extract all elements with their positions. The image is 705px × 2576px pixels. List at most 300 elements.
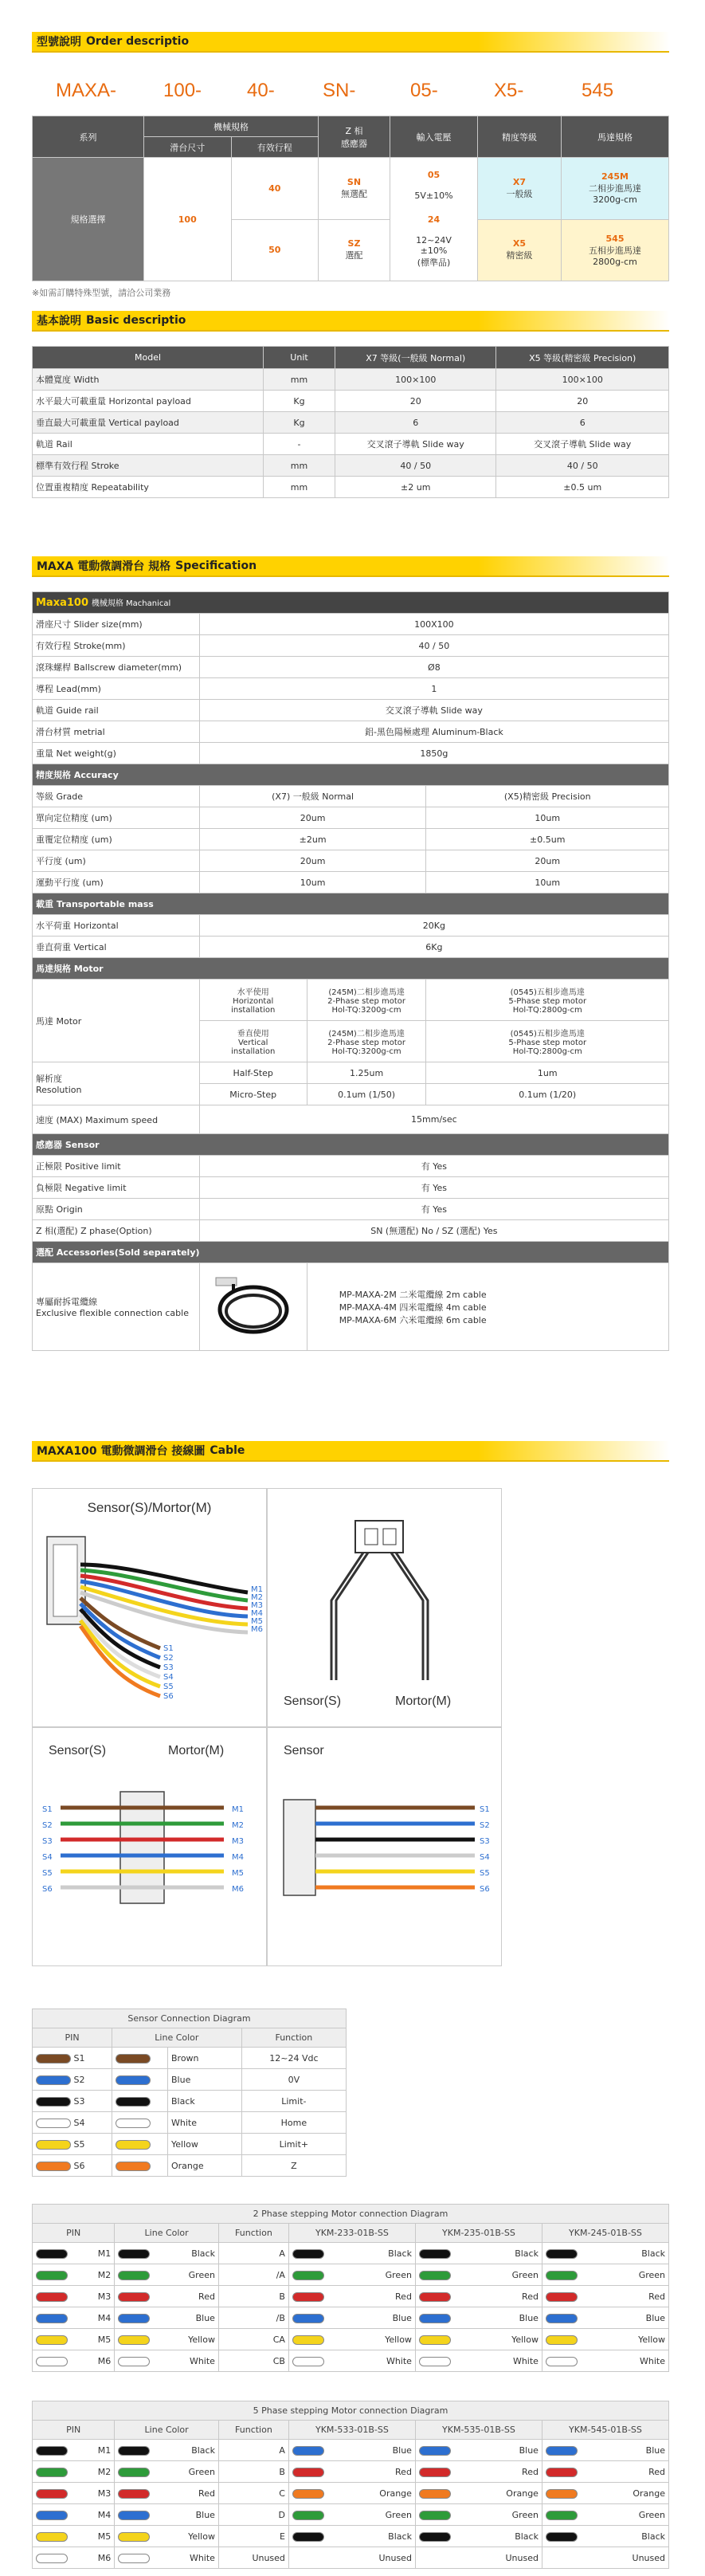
cell [33, 2547, 115, 2569]
cell [415, 2504, 542, 2526]
wire-chip [292, 2357, 324, 2366]
cell [415, 2329, 542, 2350]
cell: 有效行程 Stroke(mm) [33, 635, 200, 657]
table-row [33, 937, 669, 958]
cell: 導程 Lead(mm) [33, 678, 200, 700]
label-s4: S4 [480, 1853, 490, 1862]
label-s4: S4 [42, 1853, 53, 1862]
spec-title-cn: MAXA 電動微調滑台 規格 [37, 560, 171, 573]
wire-chip [36, 2532, 68, 2542]
sensor-hdr-pin: PIN [33, 2028, 112, 2048]
wire-chip [36, 2140, 71, 2150]
label-m6: M6 [251, 1625, 263, 1634]
wire-chip [546, 2489, 578, 2499]
label-s2: S2 [42, 1821, 53, 1830]
diag4-s-labels [480, 1802, 490, 1898]
cell: 100×100 [335, 369, 496, 391]
diag3-sensor-label: Sensor(S) [49, 1744, 107, 1757]
wire-chip [118, 2292, 150, 2302]
cell [288, 2286, 415, 2307]
cell: mm [264, 455, 335, 477]
table-row [33, 980, 669, 1021]
wire-chip [36, 2511, 68, 2520]
cell [218, 2264, 288, 2286]
motor2-connection-table [32, 2204, 669, 2372]
table-row [33, 2155, 347, 2177]
wire-chip [118, 2511, 150, 2520]
cell [33, 2048, 112, 2069]
cell [415, 2350, 542, 2372]
pin-label: S4 [73, 2117, 85, 2128]
cell [33, 2350, 115, 2372]
wire-chip [419, 2314, 451, 2323]
cell: 垂直使用 Vertical installation [199, 1021, 307, 1062]
cell: 20um [199, 850, 426, 872]
cell [288, 2547, 415, 2569]
table-row [33, 2461, 669, 2483]
hdr-slider: 滑台尺寸 [144, 137, 232, 158]
pin-label: M2 [97, 2269, 112, 2280]
diag2-motor-label: Mortor(M) [395, 1694, 452, 1708]
diag3-s-labels [42, 1802, 53, 1898]
cell: 速度 (MAX) Maximum speed [33, 1105, 200, 1134]
diag3-m-labels [232, 1802, 244, 1898]
table-row [33, 2134, 347, 2155]
wire-chip [36, 2314, 68, 2323]
acc-x7 [478, 158, 562, 220]
motor5-hdr-color: Line Color [115, 2421, 219, 2440]
cell: 正極限 Positive limit [33, 1156, 200, 1177]
cell-text: Green [511, 2269, 539, 2280]
cell [288, 2243, 415, 2264]
table-row [33, 2440, 669, 2461]
wire-chip [419, 2249, 451, 2259]
cell: Yellow [168, 2134, 242, 2155]
wire-chip [118, 2554, 150, 2563]
label-s1: S1 [42, 1805, 53, 1814]
table-row [33, 391, 669, 412]
pin-label: M1 [97, 2444, 112, 2456]
basic-table [32, 346, 669, 498]
label-m2: M2 [251, 1593, 263, 1602]
cell [542, 2461, 668, 2483]
wire-chip [546, 2292, 578, 2302]
wire-chip [292, 2249, 324, 2259]
cell [33, 2329, 115, 2350]
z-sz-code: SZ [347, 238, 361, 249]
wiring-diagram-sensor [267, 1727, 502, 1966]
acc-x5-code: X5 [512, 238, 527, 249]
pin-label: M1 [97, 2248, 112, 2259]
hdr-series: 系列 [33, 116, 144, 158]
cell [218, 2483, 288, 2504]
code-voltage: 05- [410, 80, 438, 101]
cell-text: White [512, 2355, 539, 2366]
motor2-table-title: 2 Phase stepping Motor connection Diagram [33, 2205, 669, 2224]
stroke-40: 40 [231, 158, 319, 220]
table-row [33, 915, 669, 937]
order-title [32, 32, 669, 53]
wire-chip [36, 2357, 68, 2366]
cell [218, 2440, 288, 2461]
cell [33, 2243, 115, 2264]
cell [542, 2440, 668, 2461]
cell [33, 2091, 112, 2112]
diag2-drawing [268, 1489, 503, 1728]
cell-text: Green [188, 2269, 215, 2280]
cell [115, 2286, 219, 2307]
cell-text: Black [191, 2248, 215, 2259]
cell: Micro-Step [199, 1084, 307, 1105]
cell-text: Black [515, 2248, 539, 2259]
table-row [33, 743, 669, 764]
motor5-connection-table [32, 2401, 669, 2569]
cell-text: Red [395, 2291, 412, 2302]
cell: ±2 um [335, 477, 496, 498]
order-table [32, 116, 669, 281]
diag1-drawing [33, 1489, 268, 1728]
table-row [33, 2547, 669, 2569]
wire-chip [36, 2554, 68, 2563]
cell-text: Blue [195, 2312, 215, 2323]
cell-text: Black [641, 2531, 665, 2542]
motor5-hdr-ykm535: YKM-535-01B-SS [415, 2421, 542, 2440]
pin-label: M5 [97, 2334, 112, 2345]
label-s6: S6 [163, 1692, 174, 1701]
wire-chip [292, 2314, 324, 2323]
cell: 20um [426, 850, 669, 872]
code-stroke: 40- [247, 80, 275, 101]
cell: 運動平行度 (um) [33, 872, 200, 893]
basic-title [32, 311, 669, 332]
wiring-diagram-both [32, 1727, 267, 1966]
table-row [33, 2526, 669, 2547]
table-row [33, 700, 669, 721]
cell [288, 2307, 415, 2329]
table-row [33, 2243, 669, 2264]
order-code-strip [32, 80, 669, 112]
cell-text: Black [191, 2444, 215, 2456]
cell: 水平荷重 Horizontal [33, 915, 200, 937]
spec-table [32, 591, 669, 1351]
label-m1: M1 [232, 1805, 244, 1814]
cell [33, 2440, 115, 2461]
cell: 1 [199, 678, 668, 700]
cell: 40 / 50 [496, 455, 669, 477]
table-row [33, 1263, 669, 1351]
motor2-hdr-ykm245: YKM-245-01B-SS [542, 2224, 668, 2243]
cable-title-cn: MAXA100 電動微調滑台 接線圖 [37, 1445, 206, 1458]
wire-chip [292, 2489, 324, 2499]
cell [415, 2264, 542, 2286]
cell-text: Unused [505, 2552, 539, 2563]
cell: Home [241, 2112, 346, 2134]
motor5-hdr-ykm545: YKM-545-01B-SS [542, 2421, 668, 2440]
cell-text: D [278, 2509, 285, 2520]
cell [288, 2350, 415, 2372]
motor-245-code: 245M [601, 171, 629, 183]
wire-chip [419, 2511, 451, 2520]
wire-chip [36, 2468, 68, 2477]
motor-545-desc: 五相步進馬達 2800g-cm [589, 245, 641, 267]
cell [218, 2350, 288, 2372]
wire-chip [36, 2446, 68, 2456]
basic-title-cn: 基本說明 [37, 315, 81, 328]
cell [115, 2440, 219, 2461]
cell [288, 2483, 415, 2504]
wire-chip [546, 2357, 578, 2366]
wire-chip [36, 2489, 68, 2499]
table-row [33, 2264, 669, 2286]
spec-mech-sub: 機械規格 Machanical [91, 599, 171, 608]
cell [415, 2483, 542, 2504]
table-row [33, 1199, 669, 1220]
cell: 專屬耐拆電纜線 Exclusive flexible connection cable [33, 1263, 200, 1351]
diag3-motor-label: Mortor(M) [168, 1744, 225, 1757]
wire-chip [118, 2489, 150, 2499]
cell [218, 2526, 288, 2547]
cell-text: White [386, 2355, 412, 2366]
label-s5: S5 [163, 1683, 174, 1691]
wire-chip [116, 2119, 151, 2128]
wire-chip [419, 2292, 451, 2302]
cell: 負極限 Negative limit [33, 1177, 200, 1199]
cell [542, 2504, 668, 2526]
order-note: ※如需訂購特殊型號，請洽公司業務 [32, 288, 171, 298]
cell-text: White [640, 2355, 665, 2366]
cell: 0.1um (1/20) [426, 1084, 669, 1105]
cell: (0545)五相步進馬達 5-Phase step motor Hol-TQ:2800g-cm [426, 1021, 669, 1062]
cell: 0.1um (1/50) [307, 1084, 426, 1105]
acc-x7-desc: 一般級 [506, 188, 533, 199]
cell-text: Blue [645, 2444, 665, 2456]
cell-text: Orange [379, 2488, 412, 2499]
basic-hdr-model: Model [33, 347, 264, 369]
cell: Brown [168, 2048, 242, 2069]
table-row [33, 807, 669, 829]
wire-chip [116, 2097, 151, 2107]
cell [33, 2307, 115, 2329]
cell: 10um [199, 872, 426, 893]
cell [542, 2547, 668, 2569]
motor-245-desc: 二相步進馬達 3200g-cm [589, 183, 641, 206]
cell: 有 Yes [199, 1156, 668, 1177]
cell: 滑座尺寸 Slider size(mm) [33, 614, 200, 635]
table-row [33, 2069, 347, 2091]
pin-label: M3 [97, 2291, 112, 2302]
cell: mm [264, 477, 335, 498]
cell: (245M)二相步進馬達 2-Phase step motor Hol-TQ:3200g-cm [307, 980, 426, 1021]
wire-chip [546, 2446, 578, 2456]
cell [112, 2134, 168, 2155]
volt-24-desc: 12~24V ±10% (標準品) [416, 235, 452, 268]
cell [115, 2504, 219, 2526]
label-s3: S3 [42, 1837, 53, 1846]
cell [542, 2243, 668, 2264]
cell: Z 相(選配) Z phase(Option) [33, 1220, 200, 1242]
wire-chip [116, 2140, 151, 2150]
cell [33, 2155, 112, 2177]
label-m1: M1 [251, 1585, 263, 1594]
cell: Black [168, 2091, 242, 2112]
motor-545-code: 545 [605, 233, 625, 244]
cell [288, 2440, 415, 2461]
cell-text: Red [522, 2291, 539, 2302]
cell [115, 2547, 219, 2569]
cell-text: Orange [506, 2488, 539, 2499]
cell: 100X100 [199, 614, 668, 635]
cell: Limit+ [241, 2134, 346, 2155]
spec-mass-header: 載重 Transportable mass [33, 893, 669, 915]
cell-text: Blue [195, 2509, 215, 2520]
cell-text: B [279, 2466, 285, 2477]
cell-text: Blue [519, 2444, 539, 2456]
table-row [33, 1177, 669, 1199]
cell-text: Yellow [511, 2334, 539, 2345]
cell [33, 2526, 115, 2547]
z-sn-desc: 無選配 [341, 188, 367, 199]
volt-opts [390, 158, 478, 281]
pin-label: M6 [97, 2552, 112, 2563]
cell: 1850g [199, 743, 668, 764]
cell: ±2um [199, 829, 426, 850]
wire-chip [118, 2271, 150, 2280]
pin-label: S6 [73, 2160, 85, 2171]
cell: mm [264, 369, 335, 391]
wire-chip [118, 2249, 150, 2259]
cell: 20 [496, 391, 669, 412]
cell: Half-Step [199, 1062, 307, 1084]
cell: Orange [168, 2155, 242, 2177]
wire-chip [118, 2314, 150, 2323]
cell: 垂直荷重 Vertical [33, 937, 200, 958]
cell [115, 2526, 219, 2547]
wire-chip [419, 2489, 451, 2499]
cell-text: Green [638, 2269, 665, 2280]
pin-label: S3 [73, 2095, 85, 2107]
spec-mech-header [33, 592, 669, 614]
cell-text: Unused [378, 2552, 412, 2563]
cell [415, 2286, 542, 2307]
order-table-wrap [32, 116, 669, 299]
cell: 有 Yes [199, 1177, 668, 1199]
table-row [33, 2483, 669, 2504]
cell [415, 2307, 542, 2329]
motor-245 [562, 158, 669, 220]
cell: 10um [426, 872, 669, 893]
cell: (X7) 一般級 Normal [199, 786, 426, 807]
cell-text: Black [388, 2248, 412, 2259]
hdr-z: Z 相 感應器 [319, 116, 390, 158]
cable-coil-icon [210, 1270, 297, 1341]
cell [218, 2329, 288, 2350]
cell-text: Red [198, 2488, 215, 2499]
cell-text: Yellow [385, 2334, 412, 2345]
cell-text: B [279, 2291, 285, 2302]
sensor-hdr-color: Line Color [112, 2028, 242, 2048]
label-m2: M2 [232, 1821, 244, 1830]
cell: 6 [335, 412, 496, 434]
table-row [33, 455, 669, 477]
spec-title [32, 556, 669, 577]
wire-chip [546, 2532, 578, 2542]
table-row [33, 614, 669, 635]
cell [415, 2440, 542, 2461]
hdr-motor: 馬達規格 [562, 116, 669, 158]
cell: 鋁-黑色陽極處理 Aluminum-Black [199, 721, 668, 743]
cell-text: Blue [519, 2312, 539, 2323]
diag1-m-labels [251, 1586, 263, 1634]
motor2-hdr-function: Function [218, 2224, 288, 2243]
order-title-cn: 型號說明 [37, 36, 81, 49]
cell: 40 / 50 [335, 455, 496, 477]
basic-section [32, 311, 669, 498]
stroke-50: 50 [231, 219, 319, 281]
cell: Limit- [241, 2091, 346, 2112]
wire-chip [116, 2075, 151, 2085]
acc-x7-code: X7 [512, 176, 527, 187]
cell [288, 2504, 415, 2526]
pin-label: M4 [97, 2509, 112, 2520]
cell [542, 2307, 668, 2329]
table-row [33, 2329, 669, 2350]
cell-text: Green [638, 2509, 665, 2520]
cell: 重覆定位精度 (um) [33, 829, 200, 850]
table-row [33, 2112, 347, 2134]
table-row [33, 2307, 669, 2329]
cell: 重量 Net weight(g) [33, 743, 200, 764]
cell: 20Kg [199, 915, 668, 937]
cell: 1um [426, 1062, 669, 1084]
cell [115, 2483, 219, 2504]
label-s1: S1 [480, 1805, 490, 1814]
cell [115, 2350, 219, 2372]
cell [542, 2483, 668, 2504]
motor2-hdr-ykm235: YKM-235-01B-SS [415, 2224, 542, 2243]
cell-text: E [279, 2531, 285, 2542]
cable-title-en: Cable [210, 1444, 245, 1457]
cell [218, 2504, 288, 2526]
cell: Kg [264, 391, 335, 412]
motor2-hdr-ykm233: YKM-233-01B-SS [288, 2224, 415, 2243]
cell-text: Unused [632, 2552, 665, 2563]
cell: 本體寬度 Width [33, 369, 264, 391]
sensor-connection [32, 2009, 347, 2177]
cell: 10um [426, 807, 669, 829]
wire-chip [546, 2335, 578, 2345]
cell: ±0.5um [426, 829, 669, 850]
cell-text: Black [515, 2531, 539, 2542]
cell-text: White [189, 2552, 215, 2563]
cell: (X5)精密級 Precision [426, 786, 669, 807]
cell: 40 / 50 [199, 635, 668, 657]
cell [218, 2461, 288, 2483]
wire-chip [36, 2119, 71, 2128]
wire-chip [118, 2468, 150, 2477]
z-sz-desc: 選配 [345, 250, 363, 261]
z-opt-sn [319, 158, 390, 220]
cell [542, 2350, 668, 2372]
table-row [33, 2091, 347, 2112]
hdr-voltage: 輸入電壓 [390, 116, 478, 158]
motor2-connection [32, 2204, 669, 2372]
cell-text: Unused [252, 2552, 285, 2563]
cable-title [32, 1441, 669, 1462]
table-row [33, 477, 669, 498]
cell: 水平最大可載重量 Horizontal payload [33, 391, 264, 412]
motor5-table-title: 5 Phase stepping Motor connection Diagram [33, 2401, 669, 2421]
volt-24-code: 24 [427, 214, 441, 225]
